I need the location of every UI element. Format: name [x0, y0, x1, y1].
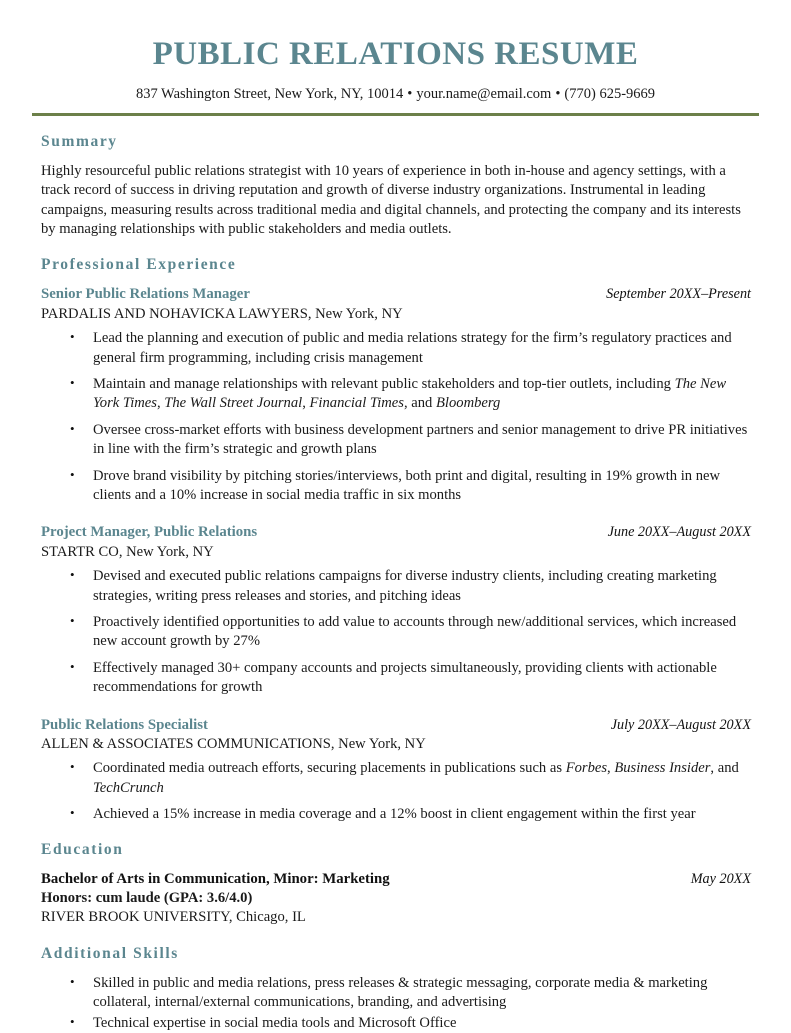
- experience-bullet: • Drove brand visibility by pitching stories/interviews, both print and digital, resulting in 19% growth in new clients and a 10% increase in social media traffic in six months: [41, 467, 751, 506]
- experience-bullet: • Achieved a 15% increase in media coverage and a 12% boost in client engagement within the first year: [41, 805, 751, 824]
- experience-entry: [41, 716, 751, 825]
- experience-date-range: June 20XX–August 20XX: [607, 524, 751, 541]
- experience-bullet: • Lead the planning and execution of public and media relations strategy for the firm’s regulatory practices and general firm programming, including crisis management: [41, 329, 751, 368]
- education-body: [41, 870, 751, 927]
- experience-entry: [41, 285, 751, 505]
- section-summary: [32, 133, 759, 240]
- section-education: [32, 841, 759, 927]
- experience-entry: [41, 523, 751, 697]
- experience-bullet-list: [41, 567, 751, 697]
- experience-body: [41, 285, 751, 824]
- experience-bullet: • Proactively identified opportunities to add value to accounts through new/additional services, which increased new account growth by 27%: [41, 613, 751, 652]
- skills-bullet-list: [41, 974, 751, 1033]
- education-degree: Bachelor of Arts in Communication, Minor: Marketing: [41, 871, 390, 888]
- experience-entry-head: [41, 285, 751, 304]
- experience-bullet: • Oversee cross-market efforts with business development partners and senior management to drive PR initiatives in line with the firm’s strategic and growth plans: [41, 421, 751, 460]
- section-heading-summary: Summary: [41, 132, 118, 150]
- experience-job-title: Public Relations Specialist: [41, 716, 208, 733]
- experience-bullet: • Effectively managed 30+ company accounts and projects simultaneously, providing clients with actionable recommendations for growth: [41, 659, 751, 698]
- experience-entry-head: [41, 716, 751, 735]
- contact-separator-2: •: [555, 85, 561, 102]
- experience-bullet-list: [41, 329, 751, 505]
- experience-organization: PARDALIS AND NOHAVICKA LAWYERS, New York, NY: [41, 306, 403, 323]
- section-heading-skills: Additional Skills: [41, 944, 179, 962]
- skills-bullet: • Technical expertise in social media tools and Microsoft Office: [41, 1014, 751, 1033]
- section-heading-education: Education: [41, 841, 124, 859]
- contact-separator-1: •: [407, 85, 413, 102]
- contact-line: [32, 85, 759, 104]
- experience-job-title: Senior Public Relations Manager: [41, 286, 250, 303]
- resume-header: [32, 0, 759, 116]
- experience-bullet-list: [41, 759, 751, 824]
- experience-organization: ALLEN & ASSOCIATES COMMUNICATIONS, New York, NY: [41, 736, 426, 753]
- skills-bullet: • Skilled in public and media relations, press releases & strategic messaging, corporate media & marketing collateral, internal/external communications, branding, and advertising: [41, 974, 751, 1013]
- section-skills: [32, 945, 759, 1033]
- summary-text: Highly resourceful public relations strategist with 10 years of experience in both in-house and agency settings, with a track record of success in driving reputation and growth of diverse industry organizations. Instrumental in leading campaigns, measuring results across traditional media and digital channels, and protecting the company and its interests by managing relationships with public stakeholders and media outlets.: [41, 162, 741, 237]
- experience-date-range: July 20XX–August 20XX: [610, 716, 751, 733]
- contact-address: 837 Washington Street, New York, NY, 10014: [135, 85, 404, 102]
- education-honors: Honors: cum laude (GPA: 3.6/4.0): [41, 890, 253, 907]
- experience-bullet: • Coordinated media outreach efforts, securing placements in publications such as Forbes, Business Insider, and TechCrunch: [41, 759, 751, 798]
- header-divider: [32, 113, 759, 116]
- experience-entry-head: [41, 523, 751, 542]
- experience-bullet: • Devised and executed public relations campaigns for diverse industry clients, including creating marketing strategies, writing press releases and stories, and pitching ideas: [41, 567, 751, 606]
- experience-date-range: September 20XX–Present: [606, 286, 751, 303]
- education-entry: [41, 870, 751, 927]
- experience-job-title: Project Manager, Public Relations: [41, 524, 258, 541]
- section-heading-experience: Professional Experience: [41, 256, 237, 274]
- education-date: May 20XX: [690, 871, 751, 888]
- skills-body: [41, 974, 751, 1033]
- contact-phone: (770) 625-9669: [564, 85, 656, 102]
- summary-body: [41, 162, 751, 240]
- section-experience: [32, 256, 759, 824]
- contact-email[interactable]: your.name@email.com: [416, 85, 552, 102]
- experience-bullet: • Maintain and manage relationships with relevant public stakeholders and top-tier outlets, including The New York Times, The Wall Street Journal, Financial Times, and Bloomberg: [41, 375, 751, 414]
- education-school: RIVER BROOK UNIVERSITY, Chicago, IL: [41, 909, 306, 926]
- experience-organization: STARTR CO, New York, NY: [41, 544, 214, 561]
- education-entry-head: [41, 870, 751, 889]
- page-title: PUBLIC RELATIONS RESUME: [152, 36, 639, 72]
